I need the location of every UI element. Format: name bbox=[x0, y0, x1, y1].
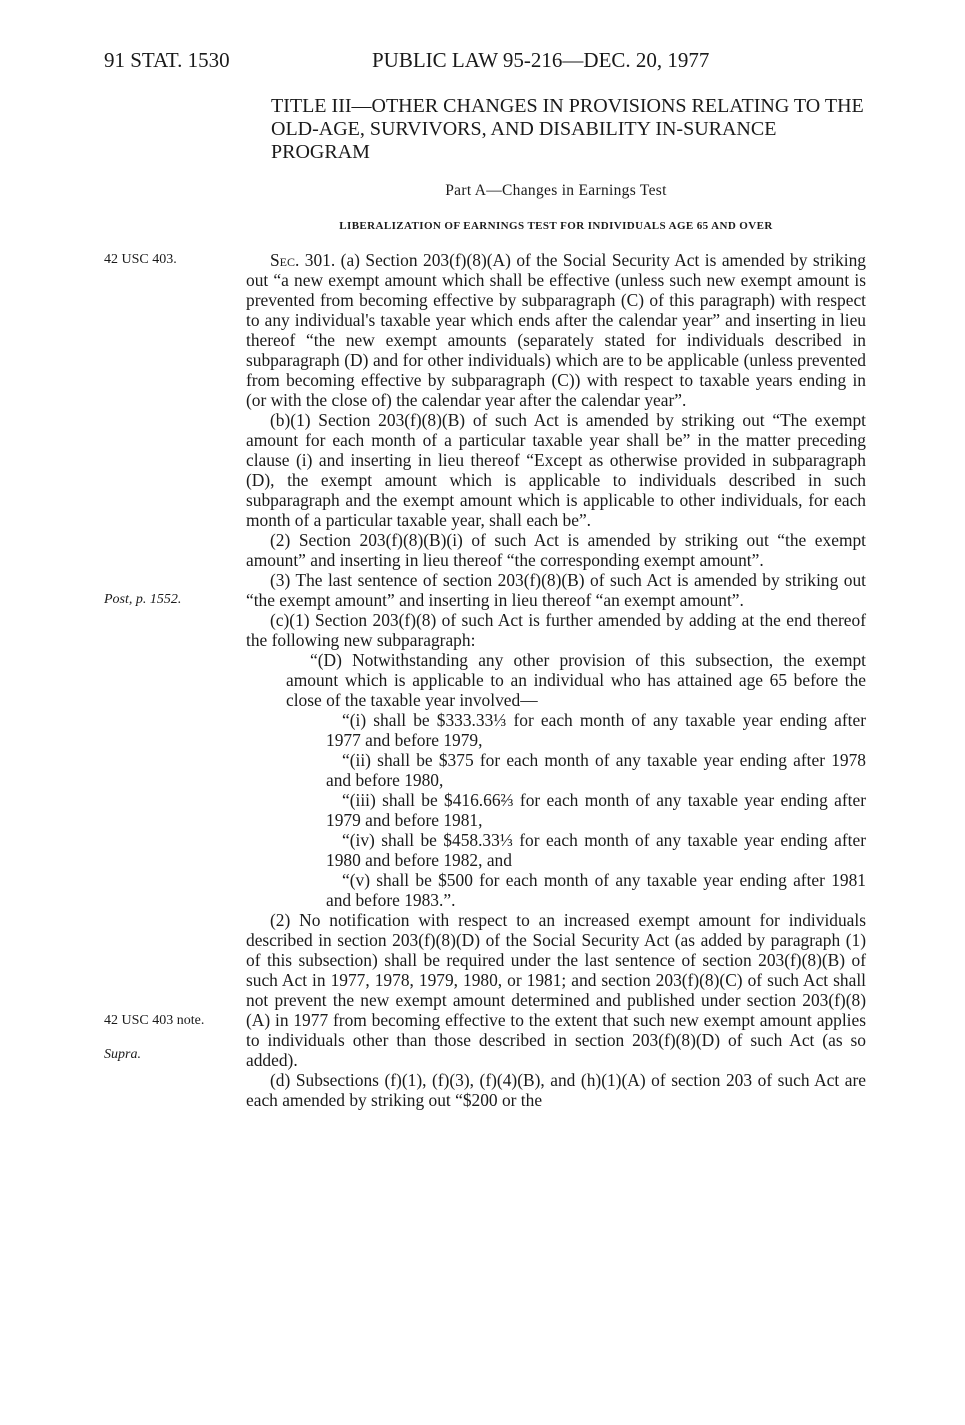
margin-note-supra: Supra. bbox=[104, 1047, 141, 1062]
statute-body bbox=[246, 250, 866, 1110]
margin-note-usc-403: 42 USC 403. bbox=[104, 252, 177, 267]
subsection-c-2: (2) No notification with respect to an increased exempt amount for individuals described in section 203(f)(8)(D) of the Social Security Act (as added by paragraph (1) of this subsection) shall be required under the last sentence of section 203(f)(8)(B) of such Act in 1977, 1978, 1979, 1980, or 1981; and section 203(f)(8)(C) of such Act shall not prevent the new exempt amount determined and published under section 203(f)(8)(A) in 1977 from becoming effective to the extent that such new exempt amount applies to individuals other than those described in section 203(f)(8)(D) of such Act (as so added). bbox=[246, 910, 866, 1070]
subsection-b-3: (3) The last sentence of section 203(f)(8)(B) of such Act is amended by striking out “the exempt amount” and inserting in lieu thereof “an exempt amount”. bbox=[246, 570, 866, 610]
subsection-d: (d) Subsections (f)(1), (f)(3), (f)(4)(B), and (h)(1)(A) of section 203 of such Act are each amended by striking out “$200 or the bbox=[246, 1070, 866, 1110]
stat-reference: 91 STAT. 1530 bbox=[104, 48, 230, 72]
section-label: Sec. 301. bbox=[270, 250, 336, 270]
subsection-c-1: (c)(1) Section 203(f)(8) of such Act is further amended by adding at the end thereof the following new subparagraph: bbox=[246, 610, 866, 650]
section-heading: LIBERALIZATION OF EARNINGS TEST FOR INDIVIDUALS AGE 65 AND OVER bbox=[339, 220, 773, 232]
margin-note-usc-403-note: 42 USC 403 note. bbox=[104, 1013, 205, 1028]
subsection-b-2: (2) Section 203(f)(8)(B)(i) of such Act is amended by striking out “the exempt amount” and inserting in lieu thereof “the corresponding exempt amount”. bbox=[246, 530, 866, 570]
clause-iii: “(iii) shall be $416.66⅔ for each month of any taxable year ending after 1979 and before 1981, bbox=[326, 790, 866, 830]
clause-i: “(i) shall be $333.33⅓ for each month of any taxable year ending after 1977 and before 1979, bbox=[326, 710, 866, 750]
title-heading: TITLE III—OTHER CHANGES IN PROVISIONS RELATING TO THE OLD-AGE, SURVIVORS, AND DISABILITY IN-SURANCE PROGRAM bbox=[271, 95, 864, 163]
clause-iv: “(iv) shall be $458.33⅓ for each month of any taxable year ending after 1980 and before 1982, and bbox=[326, 830, 866, 870]
subsection-a: Sec. 301. (a) Section 203(f)(8)(A) of the Social Security Act is amended by striking out “a new exempt amount which shall be effective (unless such new exempt amount is prevented from becoming effective by subparagraph (C) of this paragraph) with respect to any individual's taxable year which ends after the calendar year” and inserting in lieu thereof “the new exempt amounts (separately stated for individuals described in subparagraph (D) and for other individuals) which are to be applicable (unless prevented from becoming effective by subparagraph (C)) with respect to taxable years ending in (or with the close of) the calendar year after the calendar year”. bbox=[246, 250, 866, 410]
margin-note-post: Post, p. 1552. bbox=[104, 592, 182, 607]
clause-ii: “(ii) shall be $375 for each month of any taxable year ending after 1978 and before 1980, bbox=[326, 750, 866, 790]
subparagraph-d: “(D) Notwithstanding any other provision of this subsection, the exempt amount which is applicable to an individual who has attained age 65 before the close of the taxable year involved— bbox=[286, 650, 866, 710]
clause-v: “(v) shall be $500 for each month of any taxable year ending after 1981 and before 1983.”. bbox=[326, 870, 866, 910]
subsection-b-1: (b)(1) Section 203(f)(8)(B) of such Act is amended by striking out “The exempt amount for each month of a particular taxable year shall be” in the matter preceding clause (i) and inserting in lieu thereof “Except as otherwise provided in subparagraph (D), the exempt amount which is applicable to individuals described in such subparagraph and the exempt amount which is applicable to other individuals, for each month of a particular taxable year, shall each be”. bbox=[246, 410, 866, 530]
part-heading: Part A—Changes in Earnings Test bbox=[445, 182, 667, 199]
public-law-reference: PUBLIC LAW 95-216—DEC. 20, 1977 bbox=[372, 48, 710, 72]
